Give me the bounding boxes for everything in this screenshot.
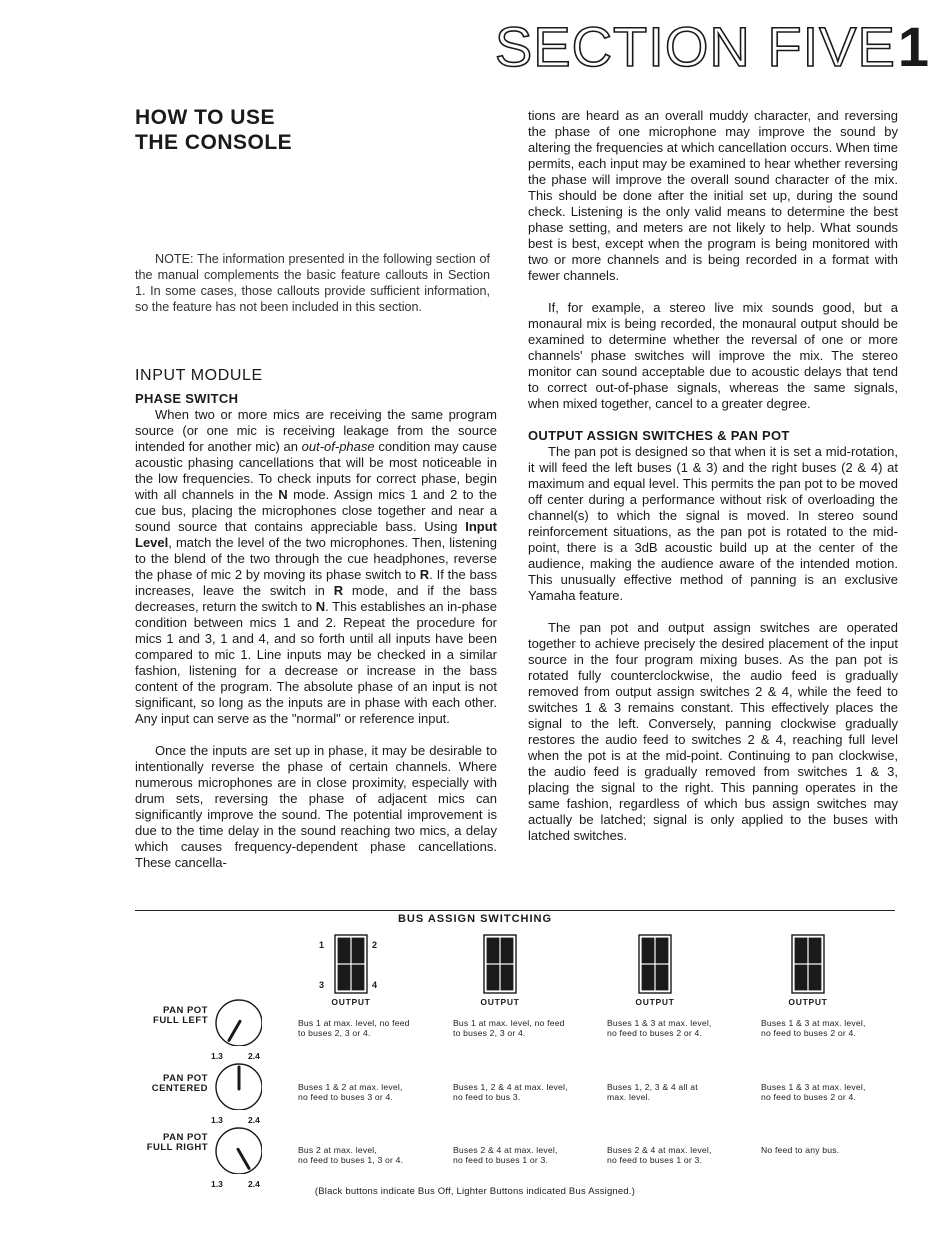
bus-assign-title: BUS ASSIGN SWITCHING [397, 913, 553, 925]
page-title-line2: THE CONSOLE [135, 131, 293, 154]
knob-label-right: 2.4 [248, 1115, 260, 1125]
bus-number-1: 1 [319, 940, 325, 950]
description-line1: Buses 1, 2 & 4 at max. level, [453, 1082, 568, 1092]
bus-button-3-1 [642, 938, 654, 963]
p1-text-e: . If the bass increases, leave the switch in [135, 567, 498, 598]
description-line1: Buses 1 & 3 at max. level, [761, 1082, 866, 1092]
p1-emphasis: out-of-phase [301, 439, 375, 454]
description-line2: no feed to buses 2 or 4. [761, 1092, 857, 1102]
pan-knob-icon-full-left [214, 998, 262, 1046]
phase-switch-heading: PHASE SWITCH [135, 391, 239, 406]
pan-pot-label-full-right [120, 1133, 208, 1153]
knob-label-left: 1.3 [211, 1179, 223, 1189]
switch-panel-4 [791, 934, 835, 996]
bus-description-3-4 [761, 1145, 839, 1155]
pan-label-line1: PAN POT [162, 1073, 208, 1084]
bus-description-2-1 [298, 1082, 403, 1102]
p1-text-b: condition may cause acoustic phasing cancellations that will be most noticeable in the low frequencies. To check inputs for correct phase, begin with all channels in the [135, 439, 497, 502]
p1-text-c: mode. Assign mics 1 and 2 to the cue bus, placing the microphones close together and near a sound source that contains appreciable bass. Using [135, 487, 497, 534]
bus-button-1-4 [352, 965, 364, 990]
bus-number-3: 3 [319, 980, 325, 990]
description-line1: Buses 1 & 3 at max. level, [607, 1018, 712, 1028]
note-text: NOTE: The information presented in the following section of the manual complements the basic feature callouts in Section 1. In some cases, those callouts provide sufficient information, so the feature has not been included in this section. [135, 252, 490, 314]
bus-description-3-1 [298, 1145, 403, 1165]
bus-button-4-3 [795, 965, 807, 990]
description-line2: no feed to bus 3. [453, 1092, 521, 1102]
section-title [494, 14, 930, 78]
phase-switch-paragraph-1 [135, 407, 497, 727]
pan-label-line1: PAN POT [162, 1132, 208, 1143]
section-number: 1 [897, 15, 930, 78]
output-label-1: OUTPUT [331, 997, 371, 1007]
bus-description-1-3 [607, 1018, 712, 1038]
bus-button-2-2 [501, 938, 513, 963]
bus-description-2-4 [761, 1082, 866, 1102]
p1-mode-n2: N [315, 599, 326, 614]
bus-button-1-3 [338, 965, 350, 990]
pan-pot-paragraph-1: The pan pot is designed so that when it is set a mid-rotation, it will feed the left buses (1 & 3) and the right buses (2 & 4) at maximum and equal level. This permits the pan pot to be moved off center during a performance without risk of overloading the channel(s) to which the signal is moved. In stereo sound reinforcement situations, as the pan pot is rotated to the mid-point, there is a 3dB acoustic build up at the center of the audience, making the audience aware of the intended motion. This unusually effective method of panning is an exclusive Yamaha feature. [528, 444, 898, 603]
description-line2: no feed to buses 1, 3 or 4. [298, 1155, 404, 1165]
description-line2: no feed to buses 2 or 4. [761, 1028, 857, 1038]
pan-pot-paragraph-2: The pan pot and output assign switches are operated together to achieve precisely the desired placement of the input source in the four program mixing buses. As the pan pot is rotated fully counterclockwise, the audio feed is gradually removed from output assign switches 2 & 4, while the feed to switches 1 & 3 remains constant. This effectively places the signal to the left. Conversely, panning clockwise gradually restores the audio feed to switches 2 & 4, reaching full level when the pot is at the mid-point. Continuing to pan clockwise, the audio feed is gradually removed from switches 1 & 3, placing the signal to the right. This panning operates in the same fashion, regardless of which bus assign switches may actually be latched; signal is only applied to the buses with latched switches. [528, 620, 898, 843]
bus-description-1-4 [761, 1018, 866, 1038]
bus-button-4-4 [809, 965, 821, 990]
p1-text-f: mode, and if the bass decreases, return the switch to [135, 583, 497, 614]
description-line1: Buses 2 & 4 at max. level, [607, 1145, 712, 1155]
description-line1: Buses 2 & 4 at max. level, [453, 1145, 558, 1155]
output-label-2: OUTPUT [480, 997, 520, 1007]
knob-label-left: 1.3 [211, 1115, 223, 1125]
bus-button-1-1 [338, 938, 350, 963]
diagram-divider [135, 910, 895, 911]
description-line1: Buses 1 & 3 at max. level, [761, 1018, 866, 1028]
description-line1: Bus 1 at max. level, no feed [453, 1018, 565, 1028]
description-line1: Bus 2 at max. level, [298, 1145, 377, 1155]
phase-switch-paragraph-2: Once the inputs are set up in phase, it may be desirable to intentionally reverse the phase of certain channels. Where numerous microphones are in close proximity, especially with drum sets, reversing the phase of adjacent mics can significantly improve the sound. The potential improvement is due to the time delay in the sound reaching two mics, a delay which causes frequency-dependent phase cancellations. These cancella- [135, 743, 497, 870]
pan-label-line2: FULL LEFT [153, 1015, 208, 1026]
p1-mode-r2: R [333, 583, 344, 598]
diagram-footnote: (Black buttons indicate Bus Off, Lighter Buttons indicated Bus Assigned.) [314, 1186, 636, 1197]
pan-knob-icon-full-right [214, 1126, 262, 1174]
output-assign-heading: OUTPUT ASSIGN SWITCHES & PAN POT [528, 428, 790, 443]
description-line2: no feed to buses 1 or 3. [607, 1155, 703, 1165]
description-line2: max. level. [607, 1092, 651, 1102]
bus-description-1-1 [298, 1018, 410, 1038]
bus-button-1-2 [352, 938, 364, 963]
description-line2: no feed to buses 1 or 3. [453, 1155, 549, 1165]
bus-button-3-4 [656, 965, 668, 990]
stereo-mix-paragraph: If, for example, a stereo live mix sounds good, but a monaural mix is being recorded, the monaural output should be examined to determine whether the reversal of one or more channels' phase switches will improve the mix. The stereo monitor can sound acceptable due to acoustic delays that tend to correct out-of-phase signals, whereas the same signals, when mixed together, cancel to a greater degree. [528, 300, 898, 411]
phase-continued-paragraph: tions are heard as an overall muddy character, and reversing the phase of one microphone may improve the sound by altering the frequencies at which cancellation occurs. When time permits, each input may be examined to hear whether reversing the phase will improve the overall sound character of the mix. This should be done after the initial set up, during the sound check. Listening is the only valid means to determine the best phase setting, and meters are not likely to help. What sounds best is best, except when the program is being monitored with two or more channels and is being recorded in a format with fewer channels. [528, 108, 898, 283]
bus-number-2: 2 [372, 940, 378, 950]
description-line1: Buses 1 & 2 at max. level, [298, 1082, 403, 1092]
p1-text-a: When two or more mics are receiving the same program source (or one mic is receiving leakage from the source intended for another mic) an [135, 407, 497, 454]
knob-label-right: 2.4 [248, 1179, 260, 1189]
section-title-text: SECTION FIVE [494, 15, 896, 78]
page-title [135, 105, 292, 155]
input-module-heading: INPUT MODULE [135, 367, 263, 384]
description-line1: Buses 1, 2, 3 & 4 all at [607, 1082, 698, 1092]
description-line2: to buses 2, 3 or 4. [453, 1028, 526, 1038]
bus-button-4-2 [809, 938, 821, 963]
bus-description-1-2 [453, 1018, 565, 1038]
description-line1: Bus 1 at max. level, no feed [298, 1018, 410, 1028]
bus-button-4-1 [795, 938, 807, 963]
pan-knob-icon-centered [214, 1062, 262, 1110]
bus-button-2-3 [487, 965, 499, 990]
pan-pot-label-centered [120, 1074, 208, 1094]
p1-text-d: , match the level of the two microphones. Then, listening to the blend of the two through the cue headphones, reverse the phase of mic 2 by moving its phase switch to [135, 535, 497, 582]
bus-button-3-3 [642, 965, 654, 990]
left-column [135, 368, 497, 871]
p1-mode-r: R [419, 567, 430, 582]
bus-number-4: 4 [372, 980, 378, 990]
page-title-line1: HOW TO USE [135, 106, 275, 129]
description-line2: to buses 2, 3 or 4. [298, 1028, 371, 1038]
p1-mode-n: N [278, 487, 288, 502]
pan-label-line1: PAN POT [162, 1005, 208, 1016]
pan-label-line2: CENTERED [151, 1083, 208, 1094]
description-line2: no feed to buses 2 or 4. [607, 1028, 703, 1038]
bus-button-2-4 [501, 965, 513, 990]
knob-label-right: 2.4 [248, 1051, 260, 1061]
switch-panel-2 [483, 934, 527, 996]
pan-pot-label-full-left [120, 1006, 208, 1026]
bus-button-2-1 [487, 938, 499, 963]
output-label-4: OUTPUT [788, 997, 828, 1007]
switch-panel-3 [638, 934, 682, 996]
p1-input-level: Input Level [135, 519, 497, 550]
bus-description-2-3 [607, 1082, 698, 1102]
description-line1: No feed to any bus. [761, 1145, 840, 1155]
pan-label-line2: FULL RIGHT [146, 1142, 208, 1153]
bus-description-2-2 [453, 1082, 568, 1102]
description-line2: no feed to buses 3 or 4. [298, 1092, 394, 1102]
bus-button-3-2 [656, 938, 668, 963]
knob-label-left: 1.3 [211, 1051, 223, 1061]
bus-description-3-2 [453, 1145, 558, 1165]
output-label-3: OUTPUT [635, 997, 675, 1007]
note-paragraph [135, 251, 490, 315]
p1-text-g: . This establishes an in-phase condition between mics 1 and 2. Repeat the procedure for mics 1 and 3, 1 and 4, and so forth until all inputs have been compared to mic 1. Line inputs may be checked in a similar fashion, listening for a decrease or increase in the bass content of the program. The absolute phase of an input is not significant, so long as the inputs are in phase with each other. Any input can serve as the "normal" or reference input. [135, 599, 497, 726]
right-column [528, 108, 898, 844]
bus-description-3-3 [607, 1145, 712, 1165]
